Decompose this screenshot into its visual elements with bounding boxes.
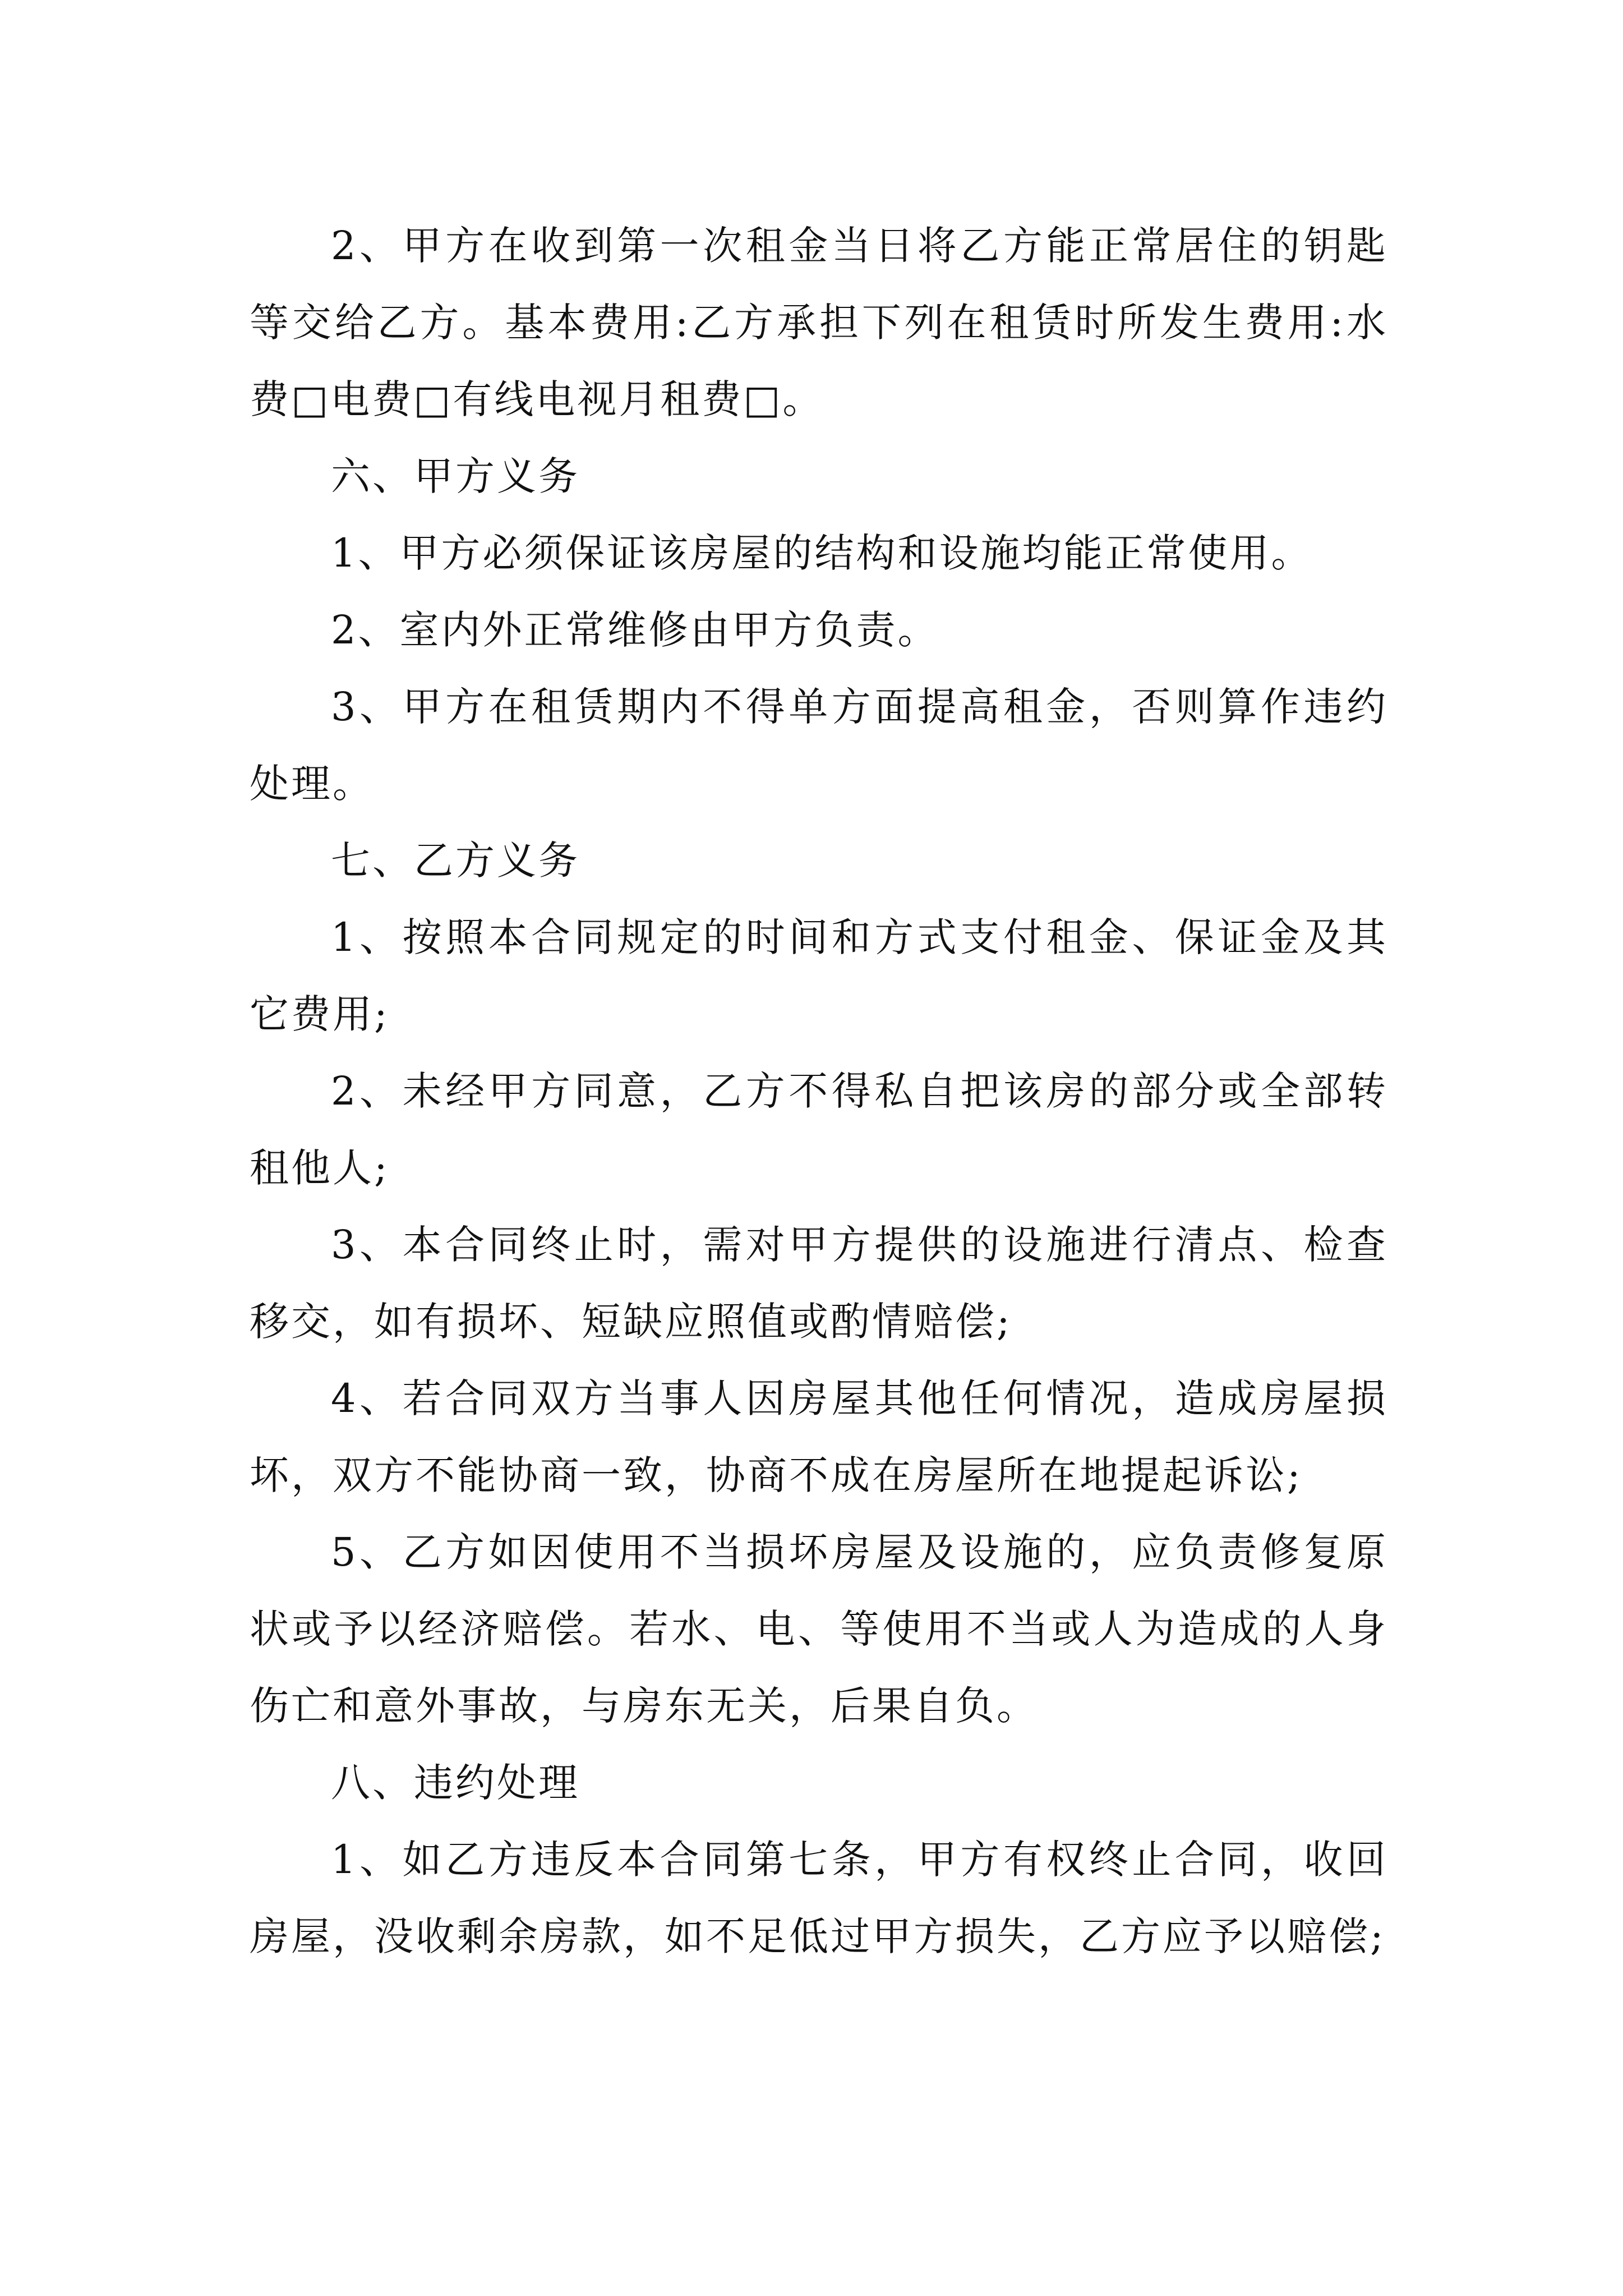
paragraph-party-b-1: 1、按照本合同规定的时间和方式支付租金、保证金及其它费用; <box>250 914 1388 1037</box>
paragraph-party-b-4: 4、若合同双方当事人因房屋其他任何情况，造成房屋损坏，双方不能协商一致，协商不成在房屋所在地提起诉讼; <box>250 1375 1388 1498</box>
paragraph-party-a-1: 1、甲方必须保证该房屋的结构和设施均能正常使用。 <box>331 530 1313 576</box>
section-heading-breach: 八、违约处理 <box>331 1760 580 1806</box>
paragraph-party-b-3: 3、本合同终止时，需对甲方提供的设施进行清点、检查移交，如有损坏、短缺应照值或酌情赔偿; <box>250 1222 1388 1345</box>
paragraph-party-b-5: 5、乙方如因使用不当损坏房屋及设施的，应负责修复原状或予以经济赔偿。若水、电、等使用不当或人为造成的人身伤亡和意外事故，与房东无关，后果自负。 <box>250 1529 1388 1729</box>
section-heading-party-a-obligations: 六、甲方义务 <box>331 453 580 499</box>
paragraph-party-b-2: 2、未经甲方同意，乙方不得私自把该房的部分或全部转租他人; <box>250 1068 1388 1191</box>
document-body <box>250 208 1388 1975</box>
section-heading-party-b-obligations: 七、乙方义务 <box>331 838 580 884</box>
paragraph-breach-1: 1、如乙方违反本合同第七条，甲方有权终止合同，收回房屋，没收剩余房款，如不足低过甲方损失，乙方应予以赔偿; <box>250 1837 1388 1959</box>
paragraph-party-a-3: 3、甲方在租赁期内不得单方面提高租金，否则算作违约处理。 <box>250 684 1388 807</box>
paragraph-basic-fees: 2、甲方在收到第一次租金当日将乙方能正常居住的钥匙等交给乙方。基本费用:乙方承担下列在租赁时所发生费用:水费□电费□有线电视月租费□。 <box>250 223 1388 422</box>
paragraph-party-a-2: 2、室内外正常维修由甲方负责。 <box>331 607 939 653</box>
